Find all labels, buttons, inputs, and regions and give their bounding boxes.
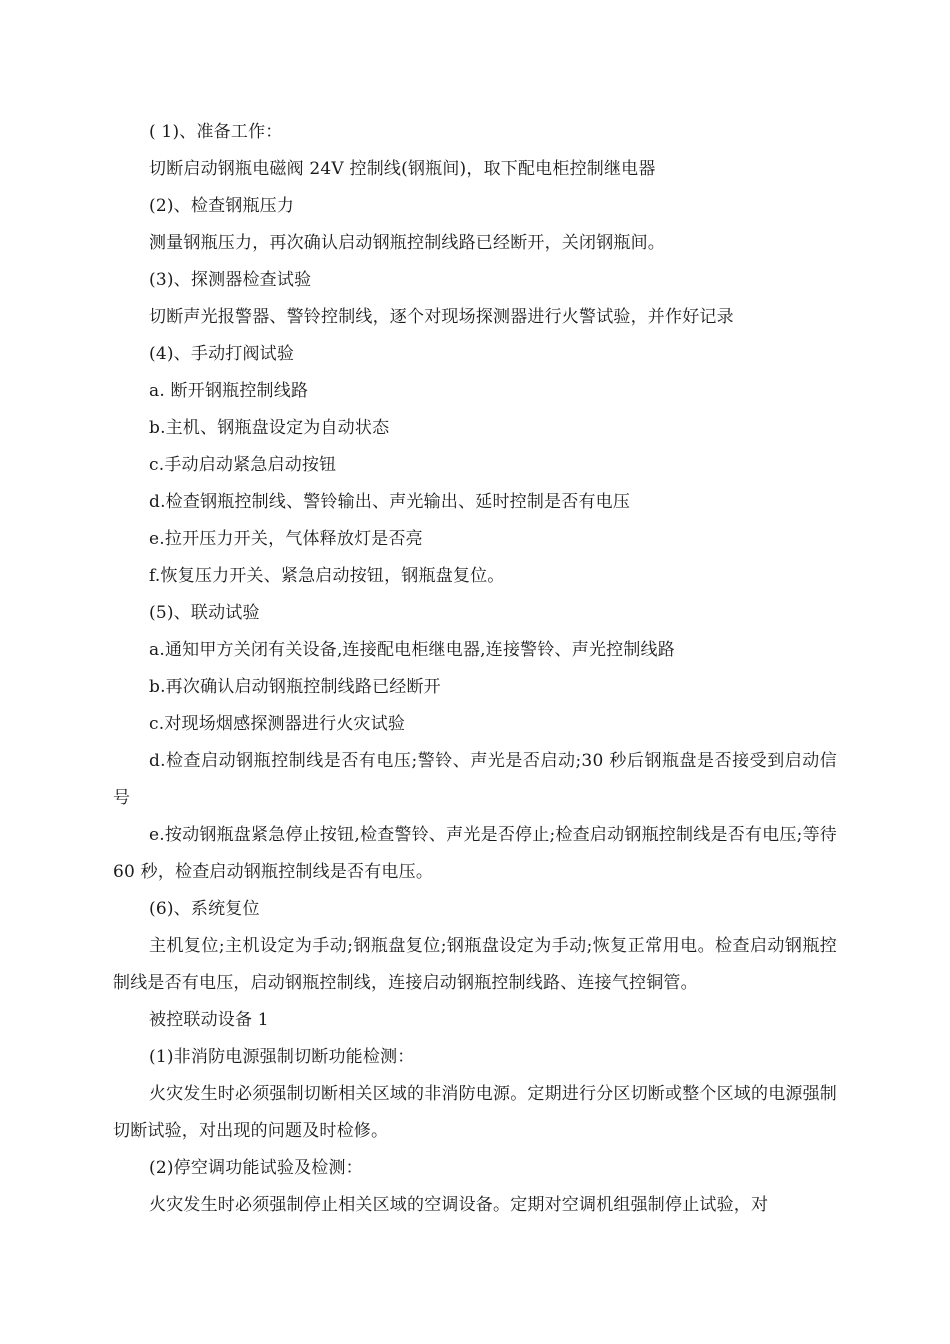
section-heading-linked-devices: 被控联动设备 1 xyxy=(149,1010,269,1030)
step-5-item-b: b.再次确认启动钢瓶控制线路已经断开 xyxy=(149,677,441,697)
step-5-item-d: d.检查启动钢瓶控制线是否有电压;警铃、声光是否启动;30 秒后钢瓶盘是否接受到启动信号 xyxy=(113,751,837,808)
step-4-heading: (4)、手动打阀试验 xyxy=(149,344,295,364)
subsection-1-heading: (1)非消防电源强制切断功能检测： xyxy=(149,1047,415,1067)
step-1-heading: ( 1)、准备工作： xyxy=(149,122,283,142)
step-6-text: 主机复位;主机设定为手动;钢瓶盘复位;钢瓶盘设定为手动;恢复正常用电。检查启动钢瓶控制线是否有电压，启动钢瓶控制线，连接启动钢瓶控制线路、连接气控铜管。 xyxy=(113,936,837,993)
step-2-text: 测量钢瓶压力，再次确认启动钢瓶控制线路已经断开，关闭钢瓶间。 xyxy=(149,233,665,253)
document-body xyxy=(113,114,837,1224)
step-2-heading: (2)、检查钢瓶压力 xyxy=(149,196,295,216)
step-3-heading: (3)、探测器检查试验 xyxy=(149,270,312,290)
step-4-item-a: a. 断开钢瓶控制线路 xyxy=(149,381,309,401)
step-4-item-f: f.恢复压力开关、紧急启动按钮，钢瓶盘复位。 xyxy=(149,566,505,586)
step-4-item-d: d.检查钢瓶控制线、警铃输出、声光输出、延时控制是否有电压 xyxy=(149,492,631,512)
step-5-item-c: c.对现场烟感探测器进行火灾试验 xyxy=(149,714,406,734)
subsection-2-text: 火灾发生时必须强制停止相关区域的空调设备。定期对空调机组强制停止试验，对 xyxy=(149,1195,769,1215)
step-4-item-b: b.主机、钢瓶盘设定为自动状态 xyxy=(149,418,390,438)
step-6-heading: (6)、系统复位 xyxy=(149,899,260,919)
step-4-item-c: c.手动启动紧急启动按钮 xyxy=(149,455,337,475)
subsection-2-heading: (2)停空调功能试验及检测： xyxy=(149,1158,363,1178)
step-5-item-a: a.通知甲方关闭有关设备,连接配电柜继电器,连接警铃、声光控制线路 xyxy=(149,640,675,660)
step-3-text: 切断声光报警器、警铃控制线，逐个对现场探测器进行火警试验，并作好记录 xyxy=(149,307,734,327)
step-5-item-e: e.按动钢瓶盘紧急停止按钮,检查警铃、声光是否停止;检查启动钢瓶控制线是否有电压;等待 60 秒，检查启动钢瓶控制线是否有电压。 xyxy=(113,825,837,882)
subsection-1-text: 火灾发生时必须强制切断相关区域的非消防电源。定期进行分区切断或整个区域的电源强制切断试验，对出现的问题及时检修。 xyxy=(113,1084,837,1141)
step-4-item-e: e.拉开压力开关，气体释放灯是否亮 xyxy=(149,529,423,549)
step-1-text: 切断启动钢瓶电磁阀 24V 控制线(钢瓶间)，取下配电柜控制继电器 xyxy=(149,159,656,179)
step-5-heading: (5)、联动试验 xyxy=(149,603,260,623)
